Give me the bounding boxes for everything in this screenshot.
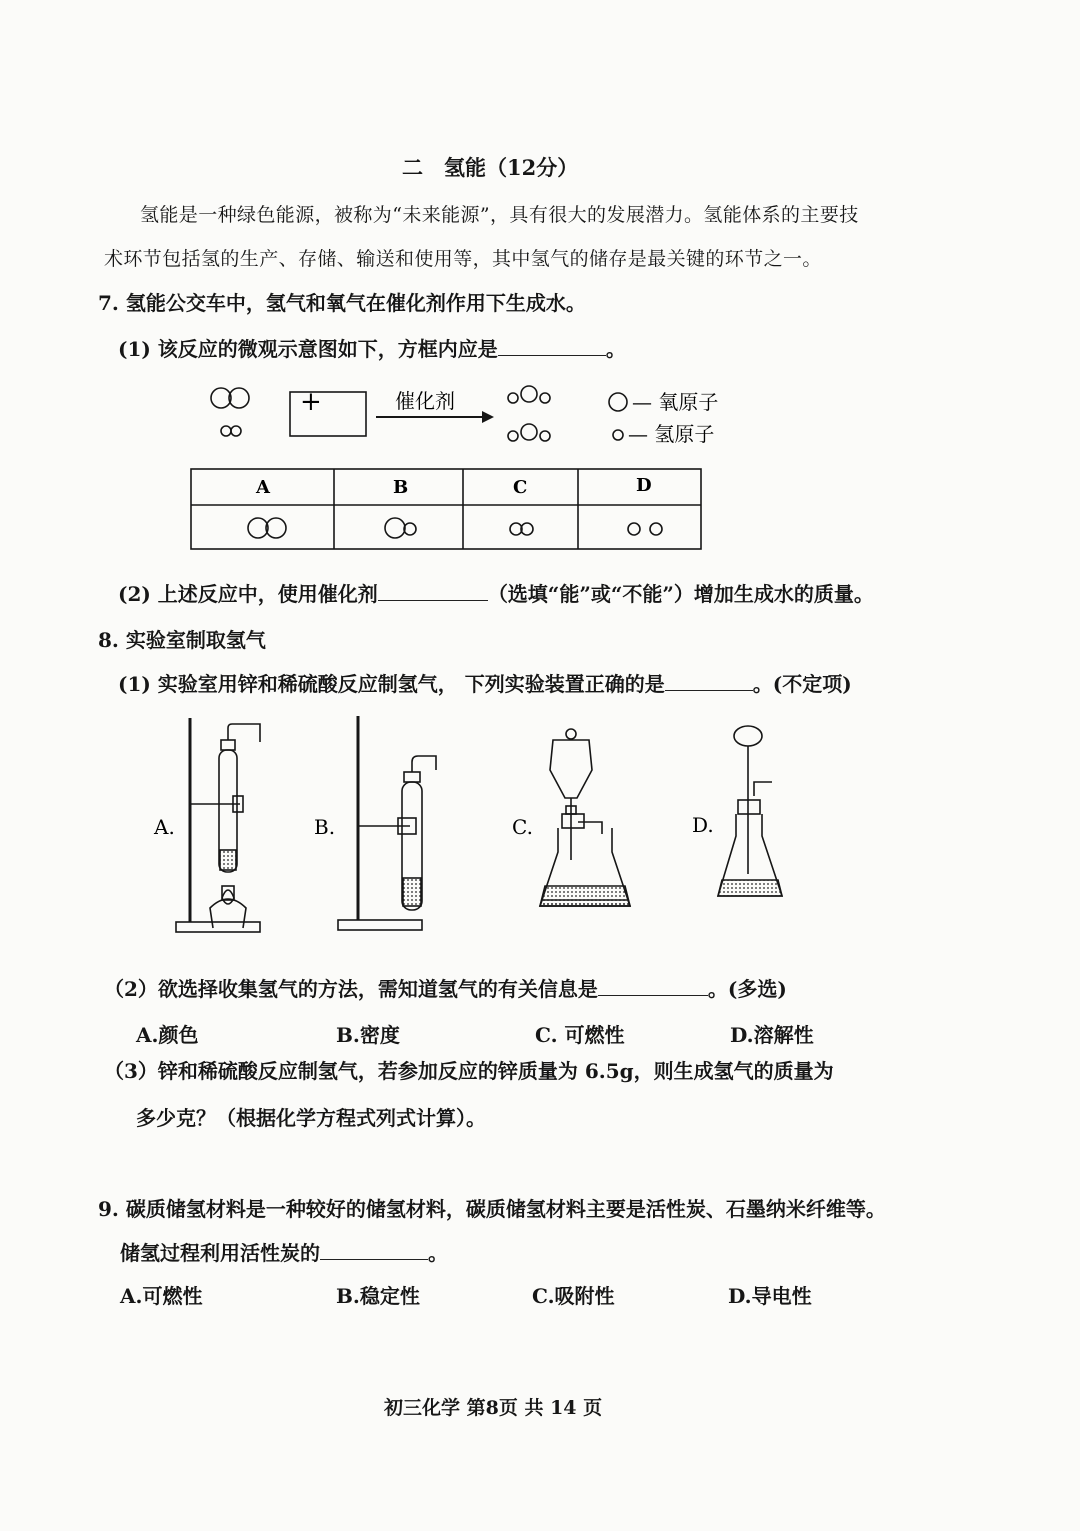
q8-part2	[104, 973, 787, 1002]
apparatus-d	[718, 726, 782, 896]
q9-option-b[interactable]: B.稳定性	[336, 1284, 420, 1308]
q8-option-d[interactable]: D.溶解性	[730, 1023, 814, 1047]
q7-part1-text: (1) 该反应的微观示意图如下，方框内应是	[118, 337, 498, 361]
q8-stem: 8. 实验室制取氢气	[98, 628, 266, 652]
option-d-atom-right	[650, 523, 662, 535]
q9-line2-text: 储氢过程利用活性炭的	[120, 1241, 320, 1265]
option-d-atom-left	[628, 523, 640, 535]
reaction-diagram	[200, 380, 760, 450]
option-b-atom-small	[404, 523, 416, 535]
option-b-atom-large	[385, 518, 405, 538]
q8-part1-text: (1) 实验室用锌和稀硫酸反应制氢气， 下列实验装置正确的是	[118, 672, 665, 696]
apparatus-b	[338, 716, 436, 930]
q7-part1-answer-blank[interactable]	[498, 355, 606, 356]
q9-answer-blank[interactable]	[320, 1259, 428, 1260]
intro-line-1: 氢能是一种绿色能源，被称为“未来能源”，具有很大的发展潜力。氢能体系的主要技	[140, 204, 859, 226]
q7-part2-text: (2) 上述反应中，使用催化剂	[118, 582, 378, 606]
oxygen-molecule-left-atom	[211, 388, 231, 408]
q8-part1-end: 。(不定项)	[752, 672, 852, 696]
page-footer: 初三化学 第8页 共 14 页	[384, 1397, 603, 1419]
legend-oxygen-label: — 氧原子	[632, 390, 719, 414]
q9-option-a[interactable]: A.可燃性	[120, 1284, 203, 1308]
table-header-a: A	[256, 477, 270, 498]
q8-part3-line2: 多少克？（根据化学方程式列式计算）。	[136, 1106, 486, 1130]
hydrogen-molecule-left-atom	[221, 426, 231, 436]
apparatus-figure	[150, 710, 850, 946]
apparatus-c	[540, 729, 630, 906]
option-a-atom-left	[248, 518, 268, 538]
legend-hydrogen-atom	[613, 430, 623, 440]
q8-part2-text: （2）欲选择收集氢气的方法，需知道氢气的有关信息是	[104, 977, 598, 1001]
q8-part2-end: 。(多选)	[707, 977, 787, 1001]
q8-part2-answer-blank[interactable]	[598, 995, 708, 996]
q7-part2-end: （选填“能”或“不能”）增加生成水的质量。	[487, 582, 874, 606]
q7-part2-answer-blank[interactable]	[378, 600, 488, 601]
apparatus-label-a: A.	[154, 815, 175, 839]
q8-option-a[interactable]: A.颜色	[136, 1023, 199, 1047]
options-table	[190, 468, 704, 552]
hydrogen-molecule-right-atom	[231, 426, 241, 436]
arrow-head	[482, 411, 494, 423]
q7-stem: 7. 氢能公交车中，氢气和氧气在催化剂作用下生成水。	[98, 291, 586, 315]
oxygen-molecule-right-atom	[229, 388, 249, 408]
q9-line2	[120, 1237, 448, 1266]
catalyst-label: 催化剂	[395, 389, 455, 413]
legend-hydrogen-label: — 氢原子	[628, 422, 715, 446]
q9-line2-end: 。	[428, 1241, 448, 1265]
plus-sign: +	[300, 387, 322, 417]
table-header-c: C	[513, 477, 528, 498]
apparatus-label-b: B.	[314, 815, 336, 839]
q8-part3-line1: （3）锌和稀硫酸反应制氢气，若参加反应的锌质量为 6.5g，则生成氢气的质量为	[104, 1059, 834, 1083]
apparatus-a	[176, 718, 260, 932]
option-a-atom-right	[266, 518, 286, 538]
q9-option-c[interactable]: C.吸附性	[532, 1284, 615, 1308]
q8-part1	[118, 668, 852, 697]
q7-part2	[118, 578, 874, 607]
legend-oxygen-atom	[609, 393, 627, 411]
q9-stem: 9. 碳质储氢材料是一种较好的储氢材料，碳质储氢材料主要是活性炭、石墨纳米纤维等。	[98, 1197, 886, 1221]
section-title: 二 氢能（12分）	[402, 155, 579, 180]
q8-option-b[interactable]: B.密度	[336, 1023, 400, 1047]
apparatus-label-c: C.	[512, 815, 533, 839]
table-header-b: B	[393, 477, 409, 498]
intro-line-2: 术环节包括氢的生产、存储、输送和使用等，其中氢气的储存是最关键的环节之一。	[104, 248, 822, 270]
table-header-d: D	[636, 475, 652, 496]
q9-option-d[interactable]: D.导电性	[728, 1284, 812, 1308]
q7-part1-end: 。	[605, 337, 626, 361]
q7-part1	[118, 333, 626, 362]
q8-option-c[interactable]: C. 可燃性	[535, 1023, 625, 1047]
apparatus-label-d: D.	[692, 813, 714, 837]
q8-part1-answer-blank[interactable]	[665, 690, 753, 691]
